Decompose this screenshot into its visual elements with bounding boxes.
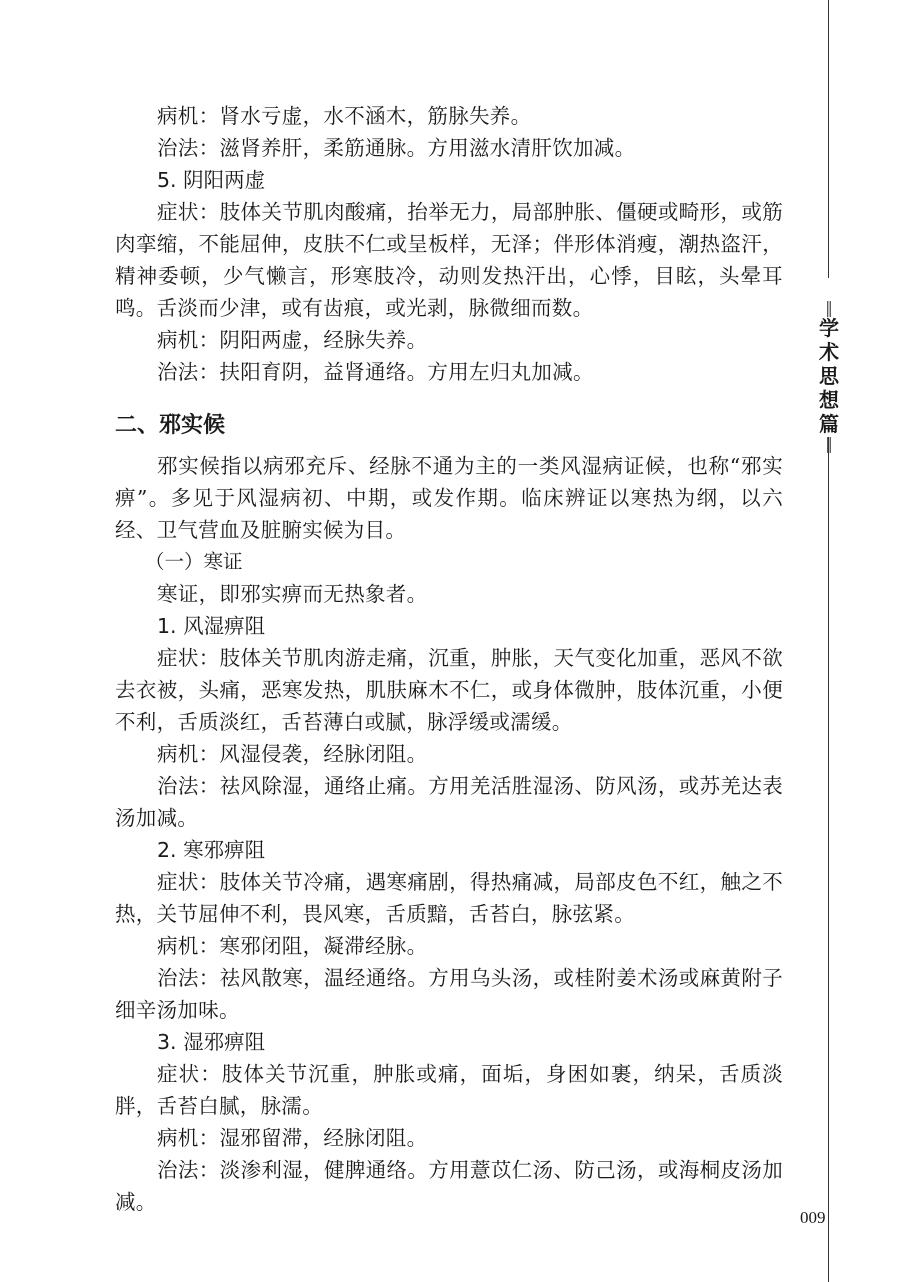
paragraph: 治法：祛风除湿，通络止痛。方用羌活胜湿汤、防风汤，或苏羌达表汤加减。 — [115, 774, 783, 830]
paragraph: 病机：寒邪闭阻，凝滞经脉。 — [157, 934, 428, 958]
numbered-heading: 3. 湿邪痹阻 — [157, 1030, 266, 1054]
paragraph: 病机：阴阳两虚，经脉失养。 — [157, 328, 428, 352]
page-number: 009 — [800, 1208, 826, 1227]
page-body — [115, 100, 783, 1218]
side-tab-bar-bottom: ‖ — [825, 434, 833, 453]
margin-rule-top — [828, 0, 829, 278]
side-tab-char: 学 — [819, 316, 839, 340]
section-heading: 二、邪实候 — [115, 413, 226, 438]
side-tab-char: 想 — [819, 388, 839, 412]
side-tab-char: 篇 — [819, 412, 839, 436]
paragraph: 治法：扶阳育阴，益肾通络。方用左归丸加减。 — [157, 360, 594, 384]
paragraph: 症状：肢体关节冷痛，遇寒痛剧，得热痛减，局部皮色不红，触之不热，关节屈伸不利，畏风寒，舌质黯，舌苔白，脉弦紧。 — [115, 870, 783, 926]
side-tab-char: 思 — [819, 364, 839, 388]
numbered-heading: 1. 风湿痹阻 — [157, 614, 266, 638]
side-section-tab — [814, 300, 844, 452]
side-tab-char: 术 — [819, 340, 839, 364]
paragraph: 邪实候指以病邪充斥、经脉不通为主的一类风湿病证候，也称“邪实痹”。多见于风湿病初、中期，或发作期。临床辨证以寒热为纲，以六经、卫气营血及脏腑实候为目。 — [115, 454, 783, 542]
paragraph: 病机：肾水亏虚，水不涵木，筋脉失养。 — [157, 104, 532, 128]
paragraph: 症状：肢体关节肌肉酸痛，抬举无力，局部肿胀、僵硬或畸形，或筋肉挛缩，不能屈伸，皮肤不仁或呈板样，无泽；伴形体消瘦，潮热盗汗，精神委顿，少气懒言，形寒肢冷，动则发热汗出，心悸，目眩，头晕耳鸣。舌淡而少津，或有齿痕，或光剥，脉微细而数。 — [115, 200, 783, 320]
paragraph: 寒证，即邪实痹而无热象者。 — [157, 582, 428, 606]
subsection-heading: （一）寒证 — [145, 550, 243, 573]
paragraph: 治法：祛风散寒，温经通络。方用乌头汤，或桂附姜术汤或麻黄附子细辛汤加味。 — [115, 966, 783, 1022]
paragraph: 病机：湿邪留滞，经脉闭阻。 — [157, 1126, 428, 1150]
paragraph: 病机：风湿侵袭，经脉闭阻。 — [157, 742, 428, 766]
numbered-heading: 5. 阴阳两虚 — [157, 168, 266, 192]
paragraph: 症状：肢体关节肌肉游走痛，沉重，肿胀，天气变化加重，恶风不欲去衣被，头痛，恶寒发热，肌肤麻木不仁，或身体微肿，肢体沉重，小便不利，舌质淡红，舌苔薄白或腻，脉浮缓或濡缓。 — [115, 646, 783, 734]
side-tab-bar-top: ‖ — [825, 298, 833, 317]
paragraph: 症状：肢体关节沉重，肿胀或痛，面垢，身困如裹，纳呆，舌质淡胖，舌苔白腻，脉濡。 — [115, 1062, 783, 1118]
numbered-heading: 2. 寒邪痹阻 — [157, 838, 266, 862]
margin-rule-bottom — [828, 437, 829, 1282]
paragraph: 治法：淡渗利湿，健脾通络。方用薏苡仁汤、防己汤，或海桐皮汤加减。 — [115, 1158, 783, 1214]
paragraph: 治法：滋肾养肝，柔筋通脉。方用滋水清肝饮加减。 — [157, 136, 636, 160]
